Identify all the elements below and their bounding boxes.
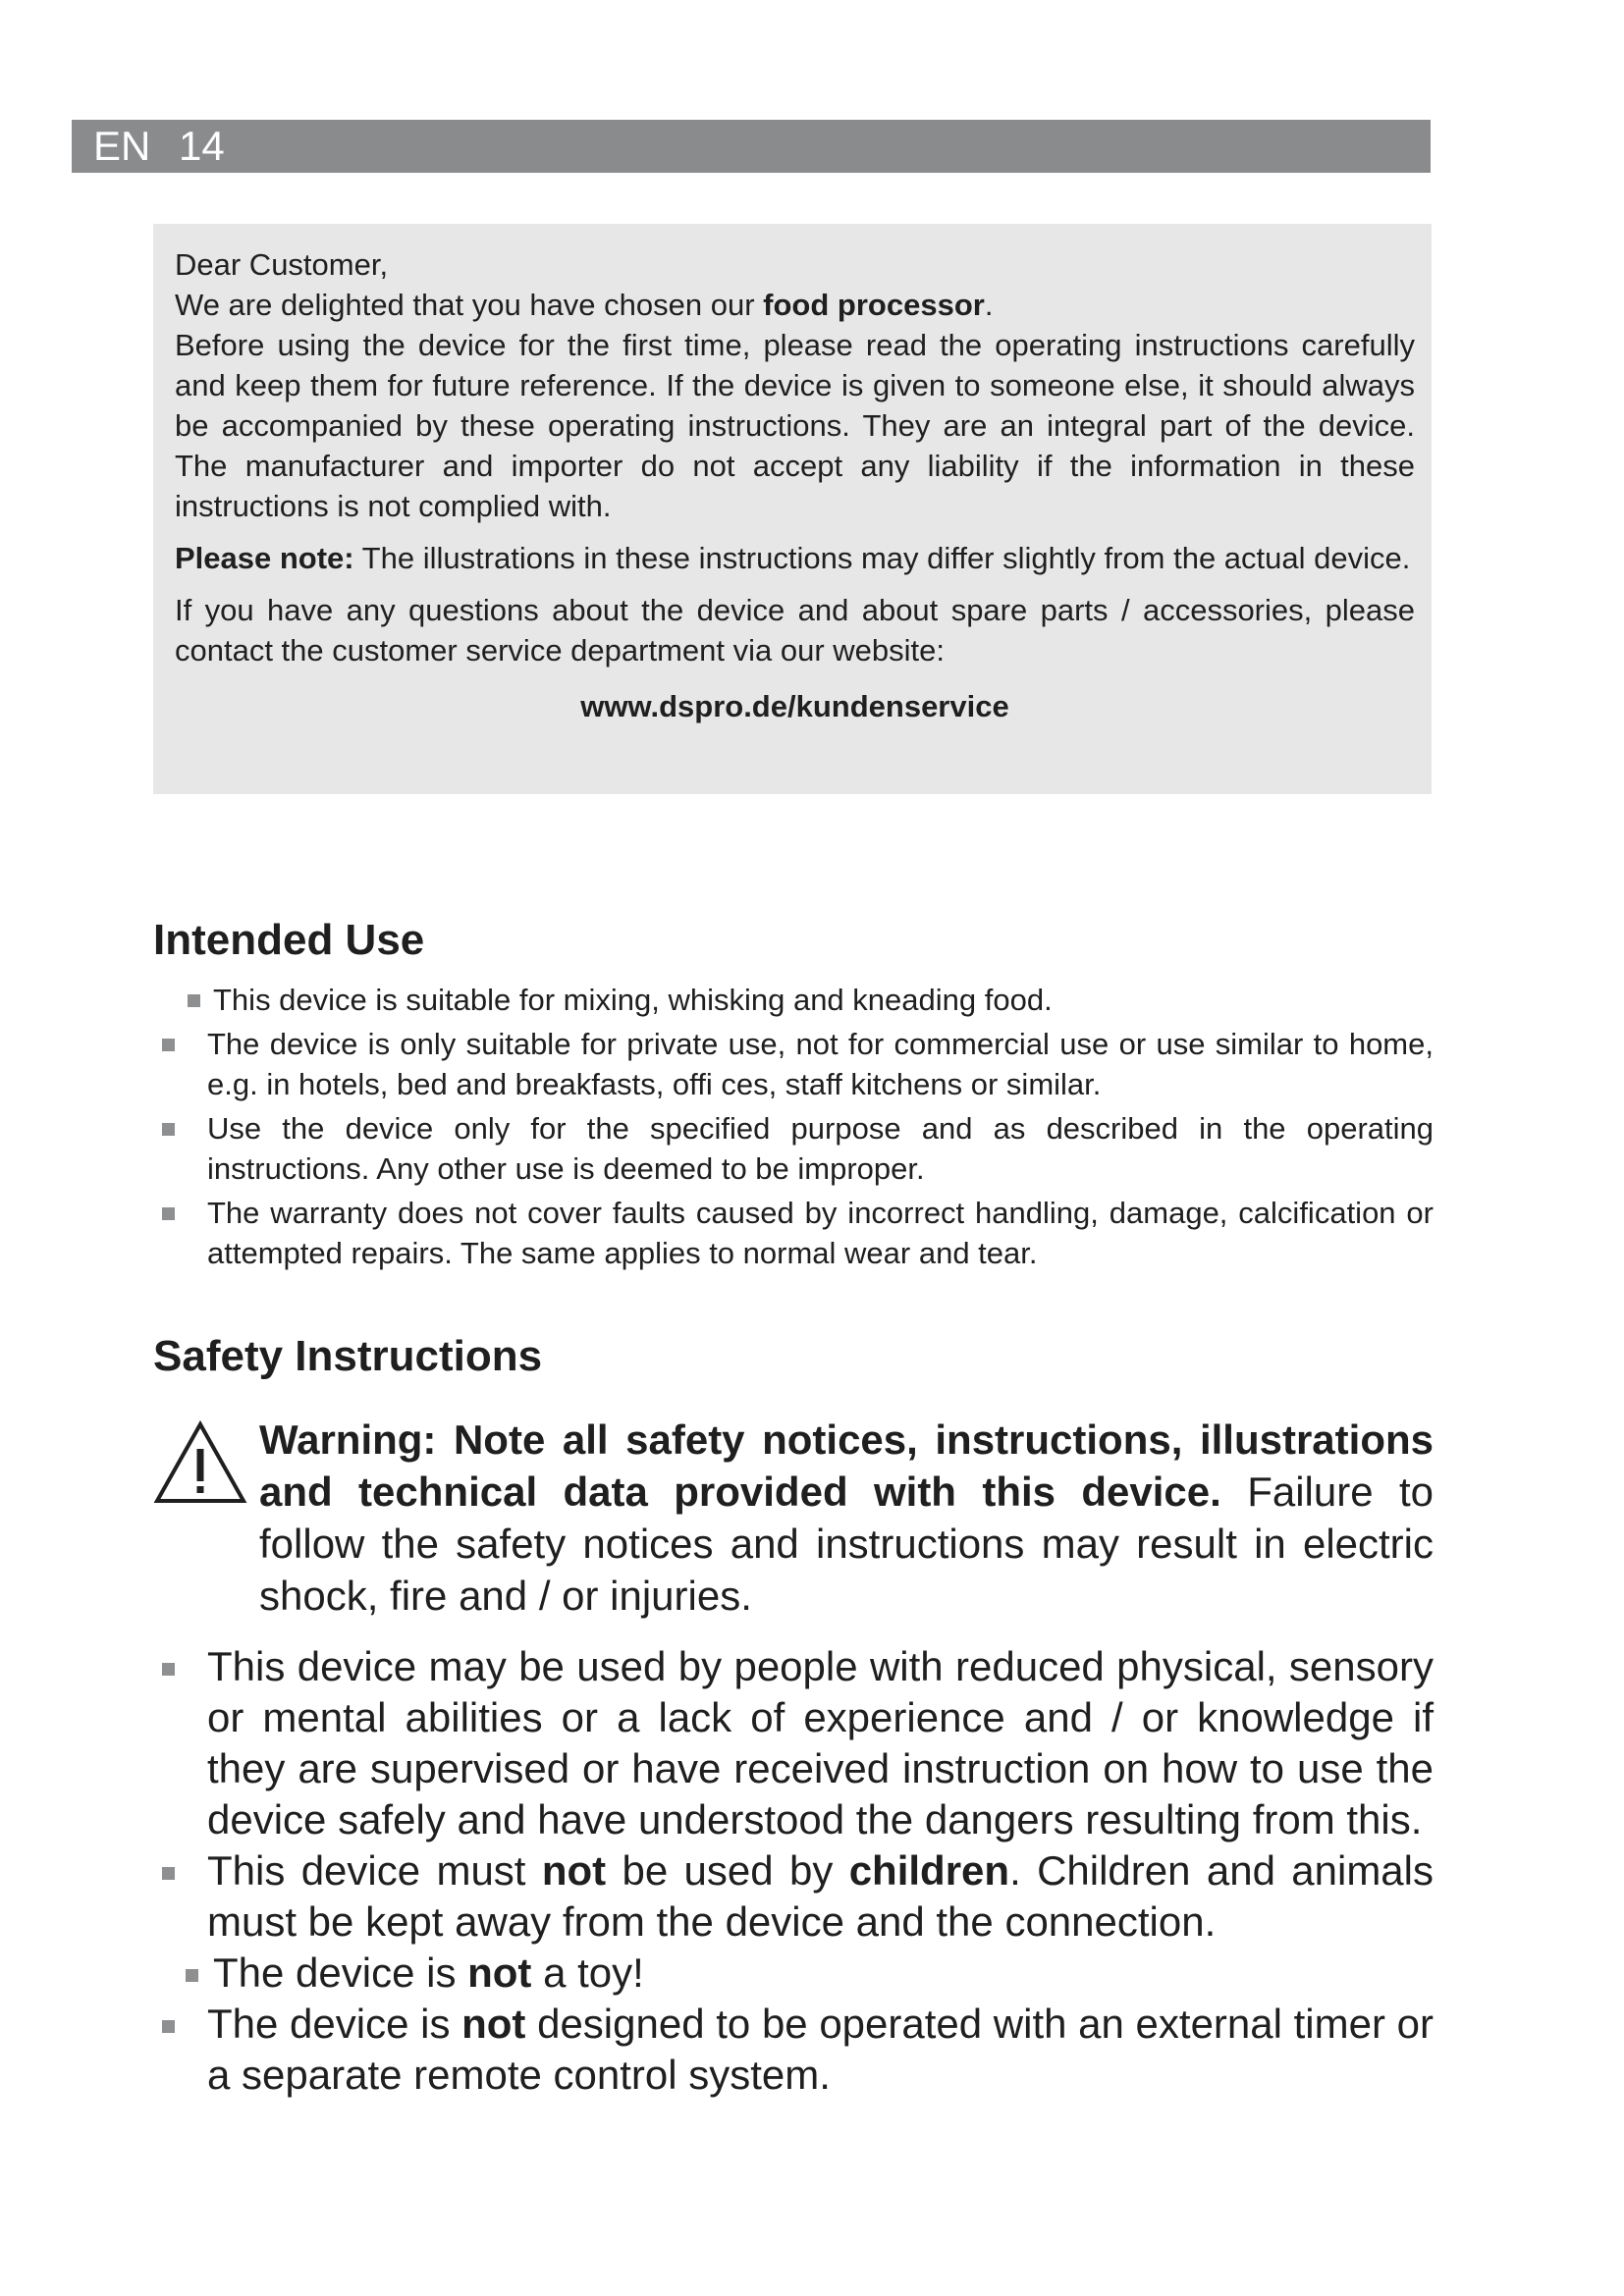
list-item-text: This device is suitable for mixing, whisking and kneading food. bbox=[213, 983, 1053, 1017]
list-item-text: a toy! bbox=[531, 1949, 644, 1996]
warning-bold-text: Warning: Note all safety notices, instructions, illustrations and technical data provided with this device. bbox=[259, 1416, 1434, 1515]
list-item-text: be used by bbox=[606, 1847, 849, 1894]
list-item bbox=[152, 1948, 1434, 1999]
intended-use-list bbox=[152, 980, 1434, 1277]
intro-line-prefix: We are delighted that you have chosen our bbox=[175, 288, 764, 322]
list-item-text: The device is only suitable for private use, not for commercial use or use similar to home, e.g. in hotels, bed and breakfasts, offi ces, staff kitchens or similar. bbox=[207, 1027, 1434, 1101]
page-header-bar bbox=[72, 120, 1431, 173]
service-url[interactable]: www.dspro.de/kundenservice bbox=[580, 689, 1009, 723]
greeting: Dear Customer, bbox=[175, 247, 389, 282]
list-item-text: This device must bbox=[207, 1847, 542, 1894]
emphasis-text: not bbox=[467, 1949, 532, 1996]
warning-block bbox=[153, 1414, 1434, 1622]
list-item bbox=[152, 1193, 1434, 1273]
safety-list bbox=[152, 1641, 1434, 2101]
list-item-text: The device is bbox=[207, 2001, 462, 2047]
list-item bbox=[152, 1641, 1434, 1845]
list-item bbox=[152, 1845, 1434, 1948]
list-item bbox=[152, 980, 1434, 1020]
bullet-square-icon bbox=[186, 1969, 198, 1982]
bullet-square-icon bbox=[162, 1663, 175, 1676]
note-paragraph bbox=[175, 538, 1415, 578]
contact-paragraph: If you have any questions about the device and about spare parts / accessories, please contact the customer service department via our website: bbox=[175, 593, 1415, 667]
list-item-text: . Children and animals must be kept away from the device and the connection. bbox=[207, 1847, 1434, 1945]
product-name: food processor bbox=[763, 288, 985, 322]
warning-body-text: Failure to follow the safety notices and instructions may result in electric shock, fire and / or injuries. bbox=[259, 1468, 1434, 1619]
bullet-square-icon bbox=[162, 1867, 175, 1880]
list-item-text: The warranty does not cover faults caused by incorrect handling, damage, calcification or attempted repairs. The same applies to normal wear and tear. bbox=[207, 1196, 1434, 1270]
emphasis-text: children bbox=[848, 1847, 1010, 1894]
note-label: Please note: bbox=[175, 541, 354, 575]
intro-line-suffix: . bbox=[984, 288, 994, 322]
bullet-square-icon bbox=[162, 1039, 175, 1051]
warning-triangle-icon bbox=[153, 1419, 247, 1506]
list-item bbox=[152, 1999, 1434, 2101]
intro-paragraph: Before using the device for the first time, please read the operating instructions carefully and keep them for future reference. If the device is given to someone else, it should always be accompanied by these operating instructions. They are an integral part of the device. The manufacturer and importer do not accept any liability if the information in these instructions is not complied with. bbox=[175, 328, 1415, 523]
intro-box bbox=[153, 224, 1432, 794]
list-item-text: This device may be used by people with reduced physical, sensory or mental abilities or a lack of experience and / or knowledge if they are supervised or have received instruction on how to use the device safely and have understood the dangers resulting from this. bbox=[207, 1643, 1434, 1842]
list-item bbox=[152, 1024, 1434, 1104]
list-item-text: designed to be operated with an external timer or a separate remote control system. bbox=[207, 2001, 1434, 2098]
emphasis-text: not bbox=[541, 1847, 607, 1894]
intended-use-heading: Intended Use bbox=[153, 916, 425, 964]
intro-line bbox=[175, 285, 1415, 325]
list-item-text: Use the device only for the specified purpose and as described in the operating instructions. Any other use is deemed to be improper. bbox=[207, 1111, 1434, 1186]
list-item bbox=[152, 1108, 1434, 1189]
emphasis-text: not bbox=[461, 2001, 526, 2047]
warning-text bbox=[153, 1414, 1434, 1622]
bullet-square-icon bbox=[162, 1123, 175, 1136]
safety-heading: Safety Instructions bbox=[153, 1332, 543, 1380]
bullet-square-icon bbox=[162, 2020, 175, 2033]
language-code: EN bbox=[93, 123, 151, 169]
bullet-square-icon bbox=[188, 994, 200, 1007]
page-number: 14 bbox=[179, 123, 225, 169]
bullet-square-icon bbox=[162, 1207, 175, 1220]
note-text: The illustrations in these instructions may differ slightly from the actual device. bbox=[353, 541, 1411, 575]
list-item-text: The device is bbox=[213, 1949, 468, 1996]
